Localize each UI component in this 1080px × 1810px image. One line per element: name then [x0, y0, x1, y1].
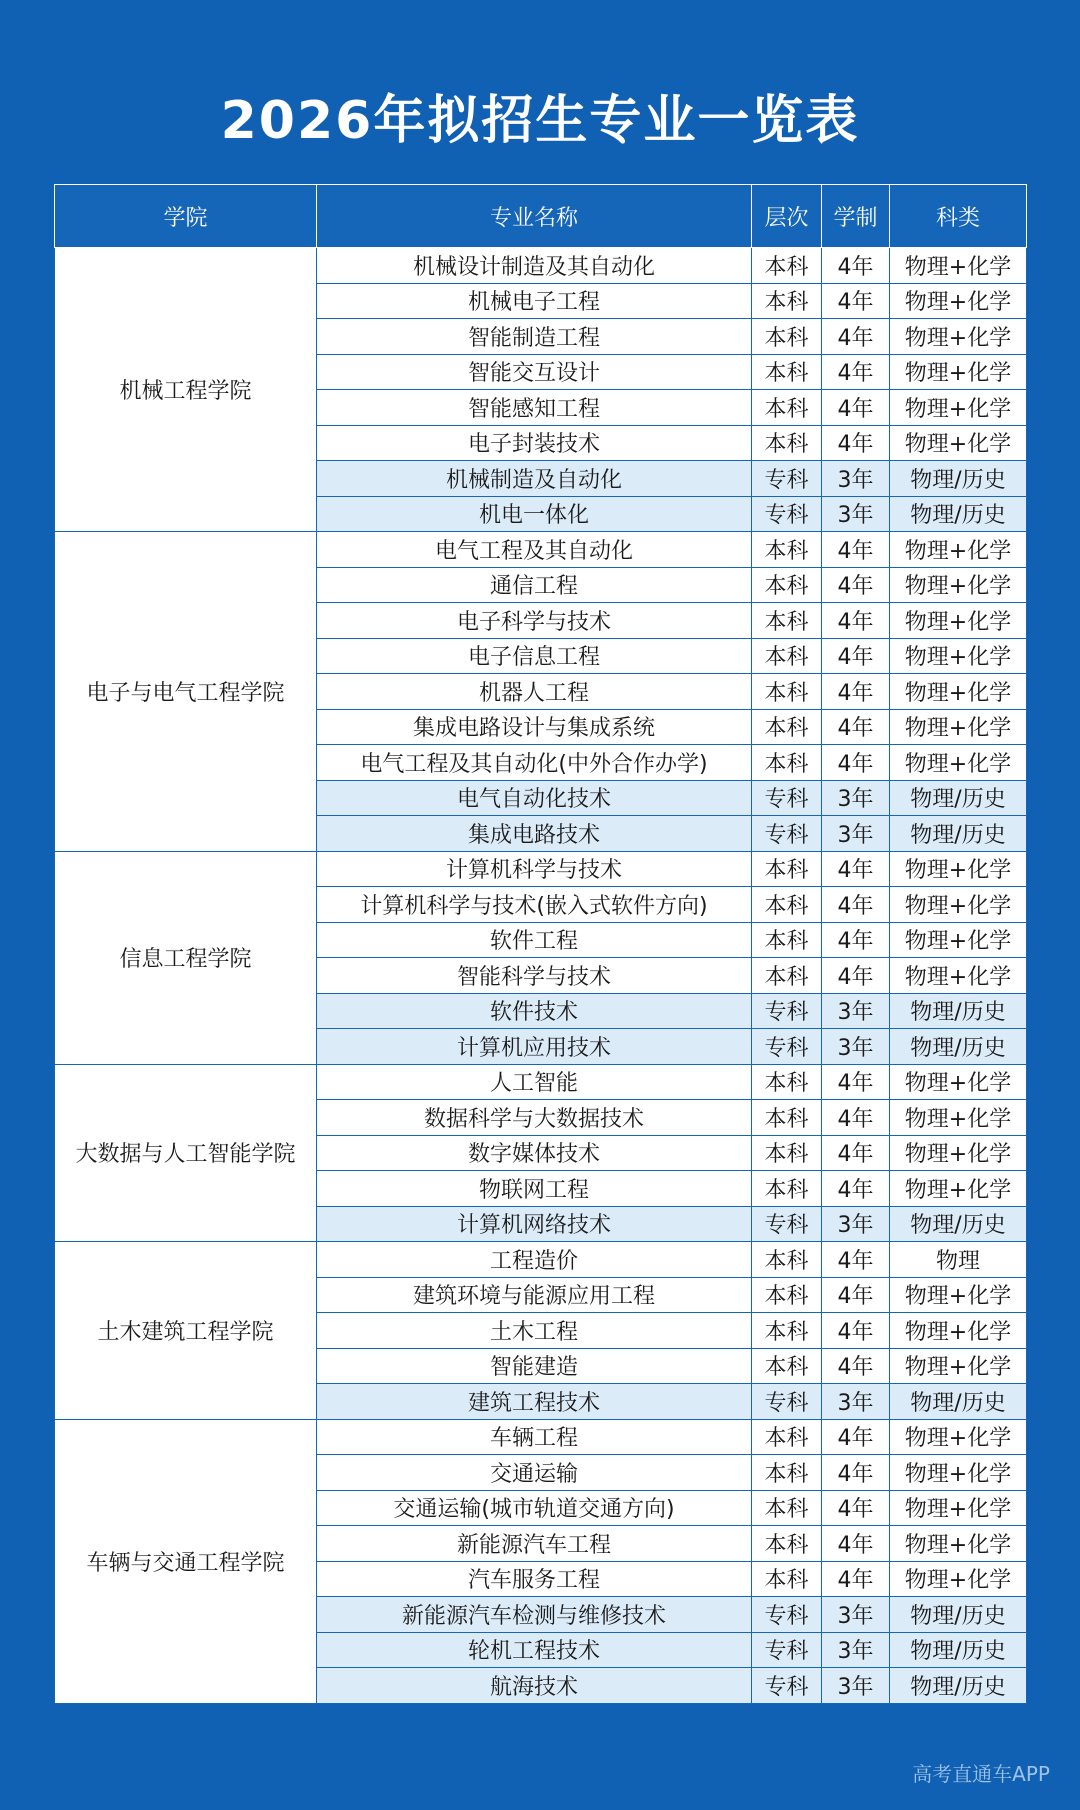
major-name-cell: 轮机工程技术	[317, 1632, 752, 1668]
subject-category-cell: 物理+化学	[890, 532, 1027, 568]
level-cell: 本科	[752, 745, 822, 781]
level-cell: 本科	[752, 1490, 822, 1526]
subject-category-cell: 物理+化学	[890, 1064, 1027, 1100]
duration-cell: 3年	[822, 461, 890, 497]
level-cell: 专科	[752, 496, 822, 532]
duration-cell: 4年	[822, 425, 890, 461]
duration-cell: 4年	[822, 283, 890, 319]
subject-category-cell: 物理/历史	[890, 816, 1027, 852]
major-name-cell: 机电一体化	[317, 496, 752, 532]
duration-cell: 4年	[822, 248, 890, 284]
major-name-cell: 土木工程	[317, 1313, 752, 1349]
level-cell: 本科	[752, 887, 822, 923]
subject-category-cell: 物理+化学	[890, 603, 1027, 639]
college-cell: 土木建筑工程学院	[55, 1242, 317, 1420]
major-name-cell: 电子科学与技术	[317, 603, 752, 639]
subject-category-cell: 物理+化学	[890, 1561, 1027, 1597]
subject-category-cell: 物理+化学	[890, 1313, 1027, 1349]
duration-cell: 4年	[822, 1348, 890, 1384]
major-name-cell: 机械制造及自动化	[317, 461, 752, 497]
subject-category-cell: 物理+化学	[890, 922, 1027, 958]
subject-category-cell: 物理/历史	[890, 1632, 1027, 1668]
subject-category-cell: 物理+化学	[890, 674, 1027, 710]
subject-category-cell: 物理+化学	[890, 425, 1027, 461]
subject-category-cell: 物理+化学	[890, 745, 1027, 781]
subject-category-cell: 物理/历史	[890, 1029, 1027, 1065]
duration-cell: 4年	[822, 958, 890, 994]
table-row	[55, 1242, 1027, 1278]
watermark: 高考直通车APP	[912, 1762, 1050, 1786]
level-cell: 本科	[752, 425, 822, 461]
level-cell: 本科	[752, 567, 822, 603]
level-cell: 本科	[752, 1313, 822, 1349]
level-cell: 专科	[752, 1668, 822, 1704]
subject-category-cell: 物理+化学	[890, 1277, 1027, 1313]
subject-category-cell: 物理+化学	[890, 1490, 1027, 1526]
level-cell: 本科	[752, 319, 822, 355]
major-name-cell: 计算机应用技术	[317, 1029, 752, 1065]
table-row	[55, 851, 1027, 887]
level-cell: 本科	[752, 1064, 822, 1100]
level-cell: 专科	[752, 1632, 822, 1668]
page-title: 2026年拟招生专业一览表	[220, 91, 860, 151]
level-cell: 本科	[752, 638, 822, 674]
duration-cell: 4年	[822, 1561, 890, 1597]
subject-category-cell: 物理+化学	[890, 248, 1027, 284]
duration-cell: 4年	[822, 1419, 890, 1455]
major-name-cell: 新能源汽车检测与维修技术	[317, 1597, 752, 1633]
subject-category-cell: 物理+化学	[890, 1171, 1027, 1207]
duration-cell: 4年	[822, 674, 890, 710]
level-cell: 专科	[752, 1206, 822, 1242]
major-name-cell: 数据科学与大数据技术	[317, 1100, 752, 1136]
major-name-cell: 建筑环境与能源应用工程	[317, 1277, 752, 1313]
level-cell: 本科	[752, 390, 822, 426]
level-cell: 专科	[752, 461, 822, 497]
subject-category-cell: 物理+化学	[890, 354, 1027, 390]
major-name-cell: 数字媒体技术	[317, 1135, 752, 1171]
major-name-cell: 交通运输	[317, 1455, 752, 1491]
duration-cell: 4年	[822, 1455, 890, 1491]
duration-cell: 4年	[822, 567, 890, 603]
major-name-cell: 物联网工程	[317, 1171, 752, 1207]
subject-category-cell: 物理+化学	[890, 958, 1027, 994]
duration-cell: 4年	[822, 1526, 890, 1562]
duration-cell: 3年	[822, 1029, 890, 1065]
subject-category-cell: 物理+化学	[890, 887, 1027, 923]
subject-category-cell: 物理+化学	[890, 283, 1027, 319]
duration-cell: 3年	[822, 816, 890, 852]
duration-cell: 4年	[822, 922, 890, 958]
subject-category-cell: 物理/历史	[890, 780, 1027, 816]
major-name-cell: 航海技术	[317, 1668, 752, 1704]
table-body	[55, 248, 1027, 1704]
duration-cell: 4年	[822, 390, 890, 426]
major-name-cell: 新能源汽车工程	[317, 1526, 752, 1562]
college-cell: 电子与电气工程学院	[55, 532, 317, 852]
level-cell: 专科	[752, 1029, 822, 1065]
duration-cell: 4年	[822, 851, 890, 887]
subject-category-cell: 物理+化学	[890, 390, 1027, 426]
major-table-container	[54, 184, 1026, 1704]
level-cell: 专科	[752, 1384, 822, 1420]
level-cell: 本科	[752, 248, 822, 284]
college-cell: 大数据与人工智能学院	[55, 1064, 317, 1242]
level-cell: 专科	[752, 1597, 822, 1633]
table-row	[55, 1064, 1027, 1100]
table-row	[55, 532, 1027, 568]
subject-category-cell: 物理+化学	[890, 1348, 1027, 1384]
level-cell: 本科	[752, 1135, 822, 1171]
level-cell: 本科	[752, 851, 822, 887]
header-duration: 学制	[822, 185, 890, 248]
major-name-cell: 计算机科学与技术(嵌入式软件方向)	[317, 887, 752, 923]
duration-cell: 3年	[822, 1206, 890, 1242]
subject-category-cell: 物理/历史	[890, 496, 1027, 532]
level-cell: 本科	[752, 674, 822, 710]
subject-category-cell: 物理/历史	[890, 461, 1027, 497]
header-college: 学院	[55, 185, 317, 248]
table-row	[55, 248, 1027, 284]
major-name-cell: 智能感知工程	[317, 390, 752, 426]
major-name-cell: 软件技术	[317, 993, 752, 1029]
major-name-cell: 智能交互设计	[317, 354, 752, 390]
college-cell: 信息工程学院	[55, 851, 317, 1064]
level-cell: 本科	[752, 1100, 822, 1136]
subject-category-cell: 物理+化学	[890, 1455, 1027, 1491]
header-level: 层次	[752, 185, 822, 248]
major-name-cell: 软件工程	[317, 922, 752, 958]
major-name-cell: 汽车服务工程	[317, 1561, 752, 1597]
duration-cell: 3年	[822, 1597, 890, 1633]
level-cell: 专科	[752, 816, 822, 852]
subject-category-cell: 物理/历史	[890, 1668, 1027, 1704]
level-cell: 本科	[752, 283, 822, 319]
major-name-cell: 电气工程及其自动化(中外合作办学)	[317, 745, 752, 781]
level-cell: 本科	[752, 1561, 822, 1597]
duration-cell: 4年	[822, 1490, 890, 1526]
major-name-cell: 通信工程	[317, 567, 752, 603]
major-name-cell: 电子信息工程	[317, 638, 752, 674]
subject-category-cell: 物理/历史	[890, 1384, 1027, 1420]
duration-cell: 4年	[822, 319, 890, 355]
duration-cell: 4年	[822, 1064, 890, 1100]
major-name-cell: 智能制造工程	[317, 319, 752, 355]
table-header-row	[55, 185, 1027, 248]
major-name-cell: 工程造价	[317, 1242, 752, 1278]
subject-category-cell: 物理+化学	[890, 1526, 1027, 1562]
duration-cell: 4年	[822, 532, 890, 568]
major-name-cell: 集成电路设计与集成系统	[317, 709, 752, 745]
duration-cell: 4年	[822, 354, 890, 390]
major-name-cell: 人工智能	[317, 1064, 752, 1100]
duration-cell: 4年	[822, 603, 890, 639]
major-name-cell: 集成电路技术	[317, 816, 752, 852]
level-cell: 专科	[752, 780, 822, 816]
duration-cell: 3年	[822, 780, 890, 816]
level-cell: 本科	[752, 1348, 822, 1384]
level-cell: 本科	[752, 958, 822, 994]
major-name-cell: 电气自动化技术	[317, 780, 752, 816]
table-row	[55, 1419, 1027, 1455]
duration-cell: 4年	[822, 1100, 890, 1136]
level-cell: 本科	[752, 1277, 822, 1313]
level-cell: 本科	[752, 1455, 822, 1491]
major-name-cell: 电气工程及其自动化	[317, 532, 752, 568]
major-name-cell: 机械电子工程	[317, 283, 752, 319]
subject-category-cell: 物理/历史	[890, 1597, 1027, 1633]
duration-cell: 3年	[822, 496, 890, 532]
duration-cell: 4年	[822, 745, 890, 781]
level-cell: 本科	[752, 1526, 822, 1562]
subject-category-cell: 物理+化学	[890, 319, 1027, 355]
subject-category-cell: 物理+化学	[890, 709, 1027, 745]
major-name-cell: 交通运输(城市轨道交通方向)	[317, 1490, 752, 1526]
major-name-cell: 智能科学与技术	[317, 958, 752, 994]
subject-category-cell: 物理+化学	[890, 1100, 1027, 1136]
level-cell: 本科	[752, 1419, 822, 1455]
major-name-cell: 智能建造	[317, 1348, 752, 1384]
college-cell: 机械工程学院	[55, 248, 317, 532]
level-cell: 本科	[752, 1171, 822, 1207]
level-cell: 本科	[752, 532, 822, 568]
duration-cell: 4年	[822, 638, 890, 674]
major-name-cell: 车辆工程	[317, 1419, 752, 1455]
college-cell: 车辆与交通工程学院	[55, 1419, 317, 1703]
subject-category-cell: 物理+化学	[890, 567, 1027, 603]
duration-cell: 4年	[822, 1242, 890, 1278]
duration-cell: 3年	[822, 1632, 890, 1668]
major-name-cell: 建筑工程技术	[317, 1384, 752, 1420]
duration-cell: 4年	[822, 1171, 890, 1207]
major-name-cell: 机械设计制造及其自动化	[317, 248, 752, 284]
duration-cell: 3年	[822, 1668, 890, 1704]
duration-cell: 4年	[822, 709, 890, 745]
level-cell: 本科	[752, 922, 822, 958]
major-name-cell: 电子封装技术	[317, 425, 752, 461]
level-cell: 本科	[752, 354, 822, 390]
subject-category-cell: 物理/历史	[890, 993, 1027, 1029]
duration-cell: 4年	[822, 1135, 890, 1171]
major-name-cell: 机器人工程	[317, 674, 752, 710]
duration-cell: 4年	[822, 1313, 890, 1349]
level-cell: 本科	[752, 709, 822, 745]
subject-category-cell: 物理/历史	[890, 1206, 1027, 1242]
subject-category-cell: 物理+化学	[890, 638, 1027, 674]
duration-cell: 4年	[822, 1277, 890, 1313]
subject-category-cell: 物理+化学	[890, 851, 1027, 887]
header-subject-category: 科类	[890, 185, 1027, 248]
duration-cell: 4年	[822, 887, 890, 923]
duration-cell: 3年	[822, 1384, 890, 1420]
major-name-cell: 计算机网络技术	[317, 1206, 752, 1242]
header-major-name: 专业名称	[317, 185, 752, 248]
duration-cell: 3年	[822, 993, 890, 1029]
level-cell: 本科	[752, 603, 822, 639]
subject-category-cell: 物理+化学	[890, 1419, 1027, 1455]
subject-category-cell: 物理+化学	[890, 1135, 1027, 1171]
level-cell: 专科	[752, 993, 822, 1029]
major-table	[54, 184, 1027, 1704]
level-cell: 本科	[752, 1242, 822, 1278]
major-name-cell: 计算机科学与技术	[317, 851, 752, 887]
subject-category-cell: 物理	[890, 1242, 1027, 1278]
